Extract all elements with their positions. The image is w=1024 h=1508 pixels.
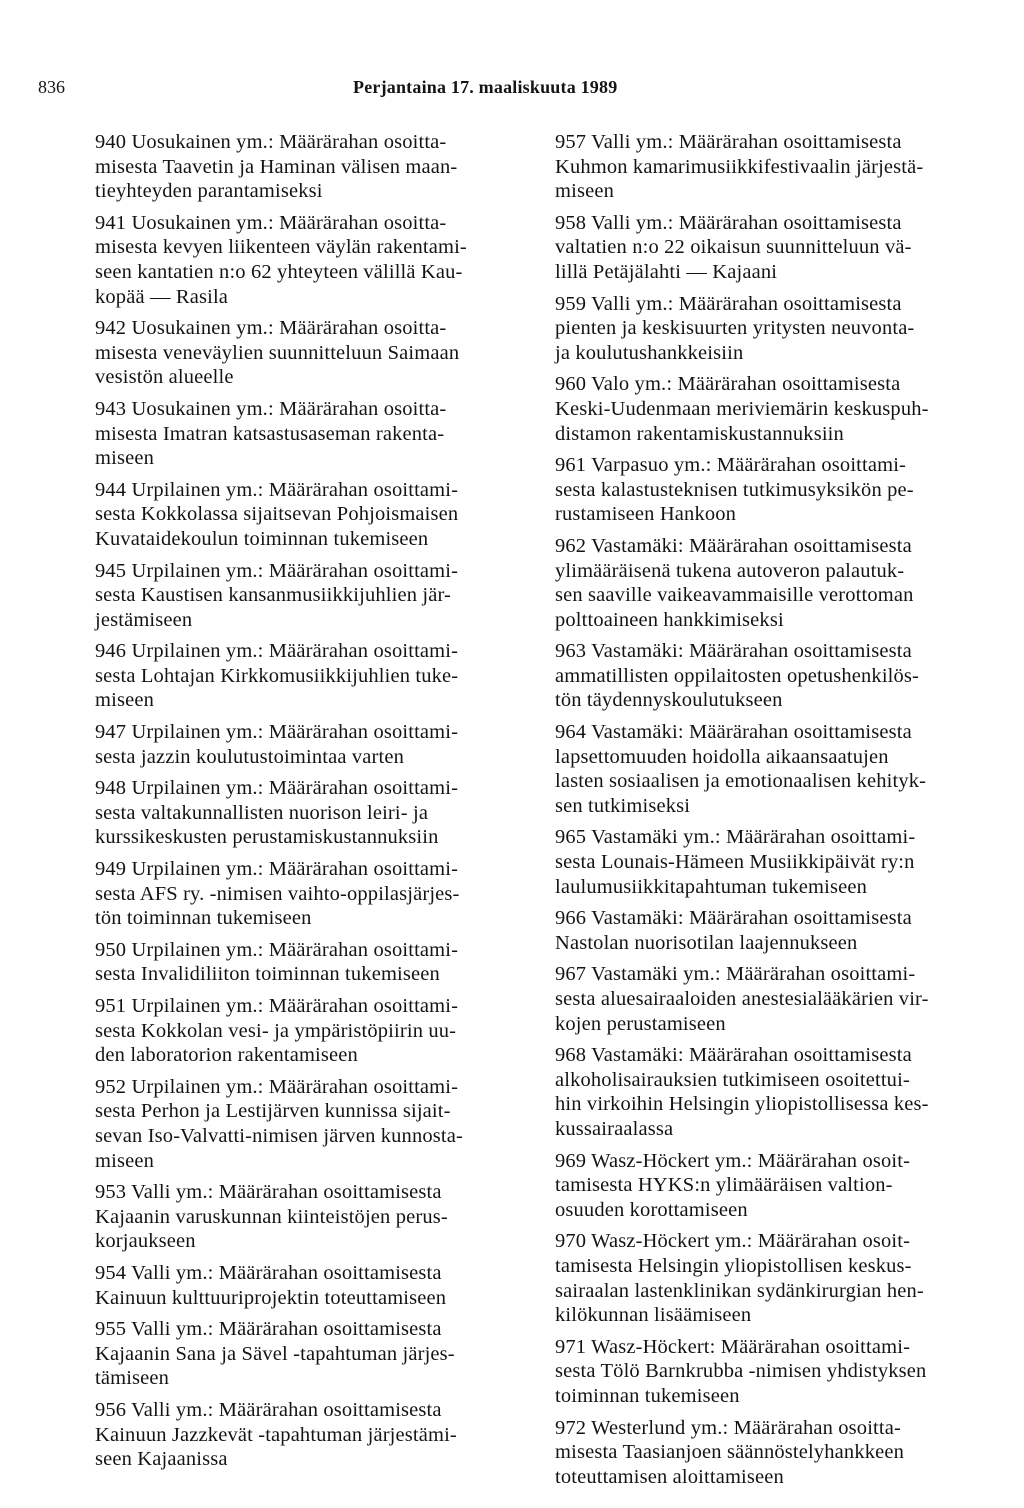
list-item: [555, 534, 975, 632]
entry-text: 954 Valli ym.: Määrärahan osoittamisesta Kainuun kulttuuriprojektin toteuttamiseen: [95, 1261, 447, 1309]
entry-text: 943 Uosukainen ym.: Määrärahan osoitta- misesta Imatran katsastusaseman rakenta- miseen: [95, 397, 447, 470]
entry-text: 967 Vastamäki ym.: Määrärahan osoittami- sesta aluesairaaloiden anestesialääkärien vir- kojen perustamiseen: [555, 963, 929, 1035]
list-item: [95, 559, 515, 633]
entry-text: 962 Vastamäki: Määrärahan osoittamisesta ylimääräisenä tukena autoveron palautuk- sen saaville vaikeavammaisille verottoman polttoaineen hankkimiseksi: [555, 534, 914, 631]
entry-text: 965 Vastamäki ym.: Määrärahan osoittami- sesta Lounais-Hämeen Musiikkipäivät ry:n laulumusiikkitapahtuman tukemiseen: [555, 826, 916, 898]
list-item: [555, 292, 975, 366]
entry-text: 944 Urpilainen ym.: Määrärahan osoittami- sesta Kokkolassa sijaitsevan Pohjoismaisen Kuvataidekoulun toiminnan tukemiseen: [95, 478, 459, 550]
entry-text: 941 Uosukainen ym.: Määrärahan osoitta- misesta kevyen liikenteen väylän rakentami- seen kantatien n:o 62 yhteyteen välillä Kau- kopää — Rasila: [95, 211, 467, 308]
entry-text: 959 Valli ym.: Määrärahan osoittamisesta pienten ja keskisuurten yritysten neuvonta- ja koulutushankkeisiin: [555, 292, 915, 364]
entry-text: 958 Valli ym.: Määrärahan osoittamisesta valtatien n:o 22 oikaisun suunnitteluun vä- lillä Petäjälahti — Kajaani: [555, 211, 912, 283]
entry-text: 942 Uosukainen ym.: Määrärahan osoitta- misesta veneväylien suunnitteluun Saimaan vesistön alueelle: [95, 317, 460, 389]
list-item: [95, 1398, 515, 1472]
list-item: [555, 372, 975, 446]
list-item: [95, 938, 515, 987]
entry-text: 968 Vastamäki: Määrärahan osoittamisesta alkoholisairauksien tutkimiseen osoitettui- hin virkoihin Helsingin yliopistollisessa kes- kussairaalassa: [555, 1044, 929, 1140]
entry-text: 969 Wasz-Höckert ym.: Määrärahan osoit- tamisesta HYKS:n ylimääräisen valtion- osuuden korottamiseen: [555, 1149, 911, 1221]
entry-text: 945 Urpilainen ym.: Määrärahan osoittami- sesta Kaustisen kansanmusiikkijuhlien jär- jestämiseen: [95, 559, 459, 631]
entry-text: 950 Urpilainen ym.: Määrärahan osoittami- sesta Invalidiliiton toiminnan tukemiseen: [95, 938, 459, 986]
entry-text: 953 Valli ym.: Määrärahan osoittamisesta Kajaanin varuskunnan kiinteistöjen perus- korjaukseen: [95, 1181, 448, 1253]
list-item: [555, 639, 975, 713]
list-item: [95, 316, 515, 390]
list-item: [555, 1043, 975, 1141]
list-item: [555, 453, 975, 527]
list-item: [555, 720, 975, 818]
list-item: [555, 1149, 975, 1223]
page-number: 836: [38, 77, 65, 97]
list-item: [95, 1180, 515, 1254]
entry-text: 956 Valli ym.: Määrärahan osoittamisesta Kainuun Jazzkevät -tapahtuman järjestämi- seen Kajaanissa: [95, 1398, 457, 1471]
entry-text: 955 Valli ym.: Määrärahan osoittamisesta Kajaanin Sana ja Sävel -tapahtuman järjes- tämiseen: [95, 1318, 455, 1390]
list-item: [95, 857, 515, 931]
entry-text: 963 Vastamäki: Määrärahan osoittamisesta ammatillisten oppilaitosten opetushenkilös- tön täydennyskoulutukseen: [555, 640, 920, 712]
list-item: [95, 397, 515, 471]
list-item: [95, 478, 515, 552]
list-item: [555, 962, 975, 1036]
list-item: [95, 1075, 515, 1173]
entry-text: 949 Urpilainen ym.: Määrärahan osoittami- sesta AFS ry. -nimisen vaihto-oppilasjärjes- tön toiminnan tukemiseen: [95, 858, 460, 930]
list-item: [95, 994, 515, 1068]
page-header: [0, 77, 1024, 103]
list-item: [95, 720, 515, 769]
entry-text: 970 Wasz-Höckert ym.: Määrärahan osoit- tamisesta Helsingin yliopistollisen keskus- sairaalan lastenklinikan sydänkirurgian hen- kilökunnan lisäämiseen: [555, 1230, 924, 1327]
entry-text: 966 Vastamäki: Määrärahan osoittamisesta Nastolan nuorisotilan laajennukseen: [555, 907, 912, 954]
list-item: [555, 825, 975, 899]
list-item: [95, 1261, 515, 1310]
entry-text: 946 Urpilainen ym.: Määrärahan osoittami- sesta Lohtajan Kirkkomusiikkijuhlien tuke- miseen: [95, 640, 459, 712]
right-column: [555, 130, 975, 1496]
entry-text: 972 Westerlund ym.: Määrärahan osoitta- misesta Taasianjoen säännöstelyhankkeen toteuttamisen aloittamiseen: [555, 1416, 905, 1488]
entry-text: 960 Valo ym.: Määrärahan osoittamisesta Keski-Uudenmaan meriviemärin keskuspuh- distamon rakentamiskustannuksiin: [555, 373, 929, 445]
list-item: [95, 130, 515, 204]
entry-text: 957 Valli ym.: Määrärahan osoittamisesta Kuhmon kamarimusiikkifestivaalin järjestä- miseen: [555, 131, 924, 203]
entry-text: 948 Urpilainen ym.: Määrärahan osoittami- sesta valtakunnallisten nuorison leiri- ja kurssikeskusten perustamiskustannuksiin: [95, 777, 459, 849]
entry-text: 971 Wasz-Höckert: Määrärahan osoittami- sesta Tölö Barnkrubba -nimisen yhdistyksen toiminnan tukemiseen: [555, 1335, 927, 1407]
list-item: [555, 211, 975, 285]
entry-text: 964 Vastamäki: Määrärahan osoittamisesta lapsettomuuden hoidolla aikaansaatujen lasten sosiaalisen ja emotionaalisen kehityk- sen tutkimiseksi: [555, 721, 927, 817]
list-item: [95, 639, 515, 713]
list-item: [95, 776, 515, 850]
list-item: [555, 906, 975, 955]
entry-text: 940 Uosukainen ym.: Määrärahan osoitta- misesta Taavetin ja Haminan välisen maan- tieyhteyden parantamiseksi: [95, 131, 458, 203]
left-column: [95, 130, 515, 1479]
entry-text: 947 Urpilainen ym.: Määrärahan osoittami- sesta jazzin koulutustoimintaa varten: [95, 721, 459, 768]
list-item: [95, 1317, 515, 1391]
list-item: [555, 1335, 975, 1409]
entry-text: 952 Urpilainen ym.: Määrärahan osoittami- sesta Perhon ja Lestijärven kunnissa sijait- sevan Iso-Valvatti-nimisen järven kunnosta- miseen: [95, 1075, 463, 1172]
list-item: [95, 211, 515, 309]
list-item: [555, 1229, 975, 1327]
list-item: [555, 130, 975, 204]
entry-text: 961 Varpasuo ym.: Määrärahan osoittami- sesta kalastusteknisen tutkimusyksikön pe- rustamiseen Hankoon: [555, 454, 914, 526]
entry-text: 951 Urpilainen ym.: Määrärahan osoittami- sesta Kokkolan vesi- ja ympäristöpiirin uu- den laboratorion rakentamiseen: [95, 995, 459, 1067]
running-head: Perjantaina 17. maaliskuuta 1989: [353, 77, 618, 97]
list-item: [555, 1416, 975, 1490]
